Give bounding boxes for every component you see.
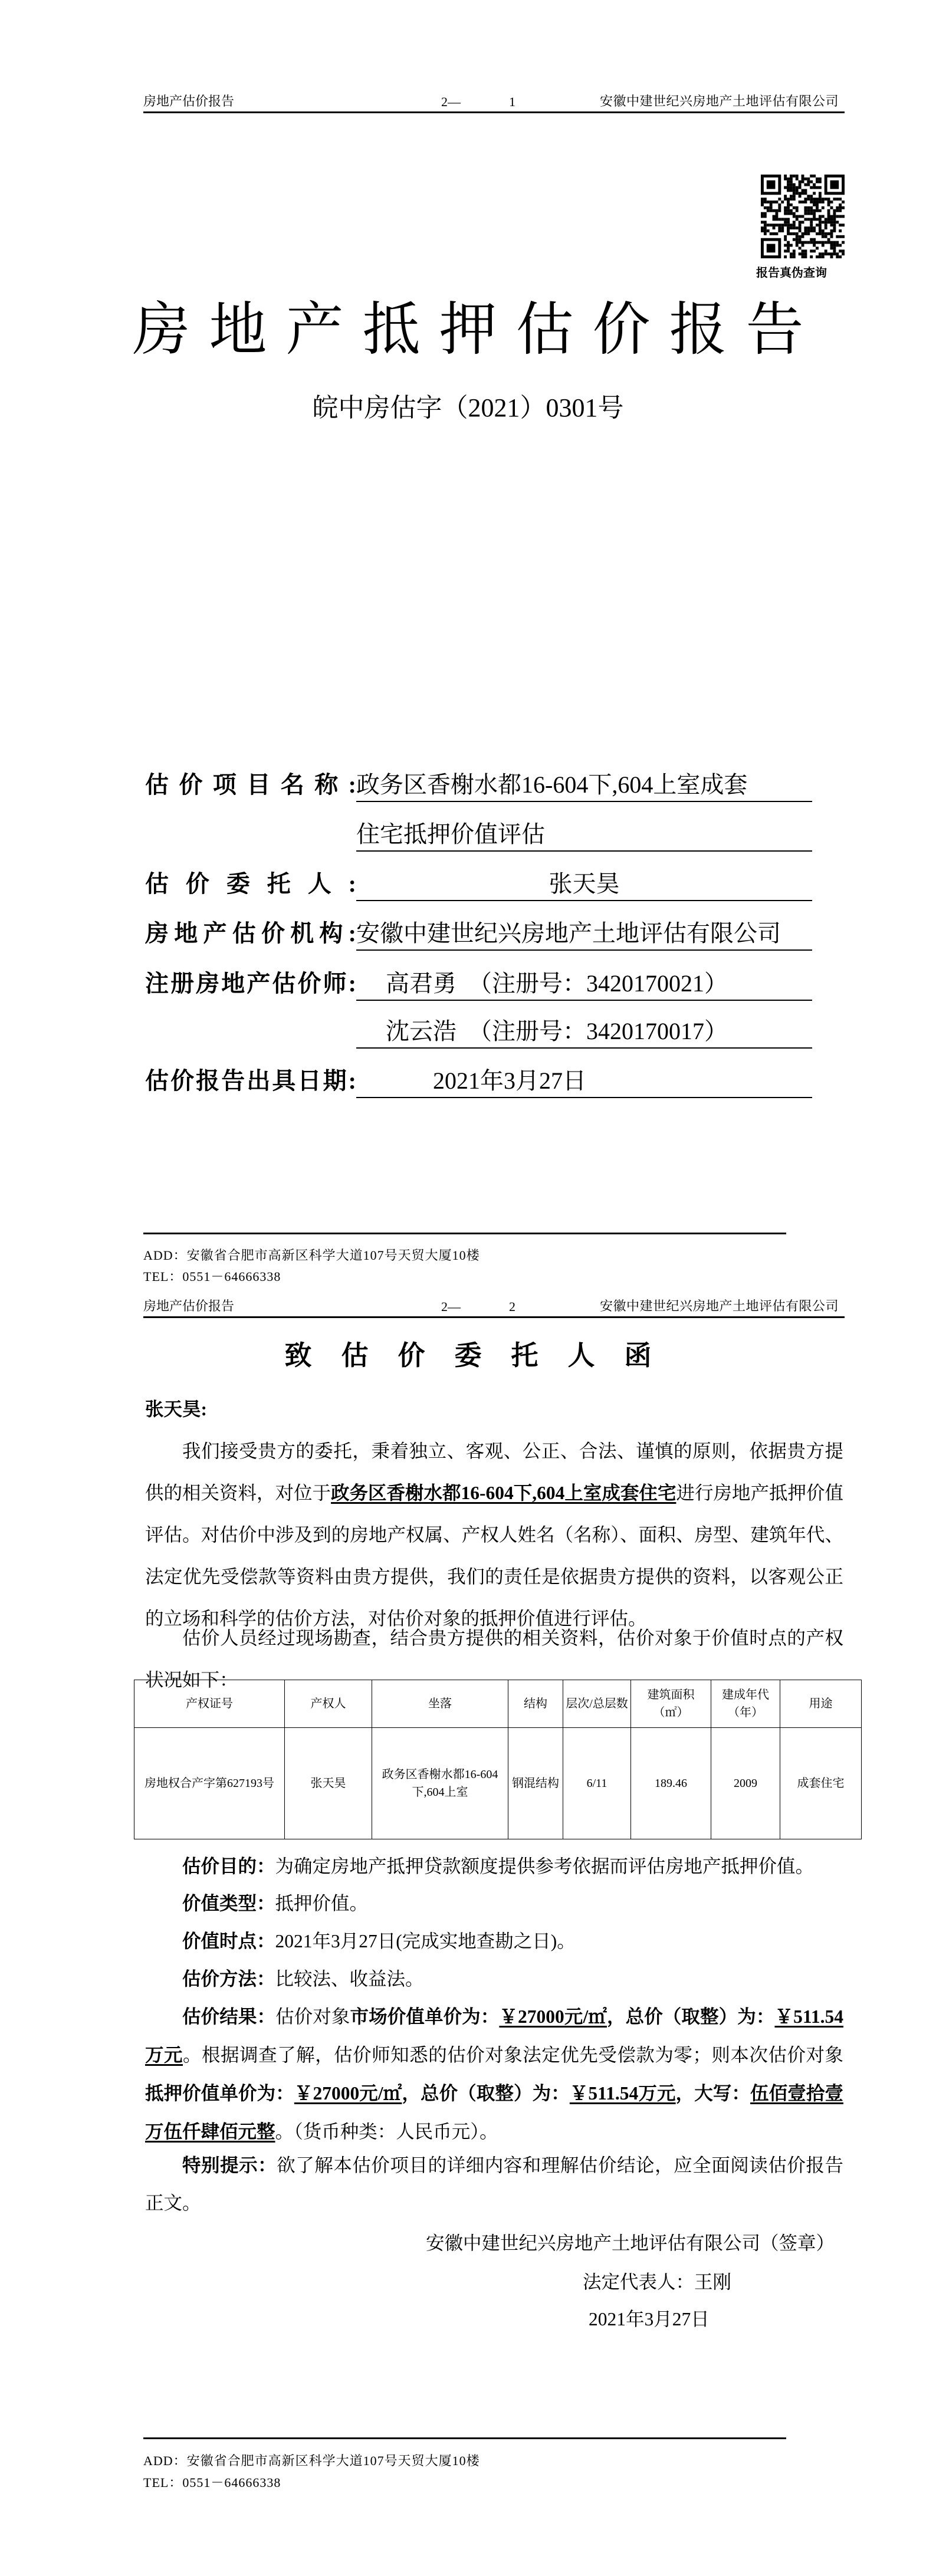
label: 估价目的： xyxy=(182,1856,275,1877)
label: 价值类型： xyxy=(182,1893,275,1914)
value: 抵押价值。 xyxy=(275,1893,369,1914)
market-unit-price: ￥27000元/㎡ xyxy=(499,2006,607,2027)
letter-title: 致估价委托人函 xyxy=(284,1340,681,1371)
header-page-prefix: 2— xyxy=(441,1299,461,1314)
header-divider xyxy=(143,111,845,113)
footer-divider xyxy=(143,2437,786,2439)
header-divider xyxy=(143,1316,845,1318)
table-cell: 189.46 xyxy=(631,1728,711,1839)
field-client xyxy=(145,869,620,899)
table-header: 产权证号 xyxy=(134,1680,285,1728)
signature-company: 安徽中建世纪兴房地产土地评估有限公司（签章） xyxy=(426,2233,835,2253)
table-cell: 房地权合产字第627193号 xyxy=(134,1728,285,1839)
header-company: 安徽中建世纪兴房地产土地评估有限公司 xyxy=(599,94,839,109)
label: 特别提示： xyxy=(182,2155,277,2176)
footer-address: ADD：安徽省合肥市高新区科学大道107号天贸大厦10楼 xyxy=(143,2453,480,2468)
field-label: 注册房地产估价师: xyxy=(145,970,356,997)
salutation: 张天昊: xyxy=(145,1399,207,1420)
footer-phone: TEL：0551－64666338 xyxy=(143,1269,281,1284)
label: 价值时点： xyxy=(182,1931,275,1951)
notice-paragraph xyxy=(145,2147,843,2222)
paragraph-intro xyxy=(145,1430,843,1639)
field-value: 住宅抵押价值评估 xyxy=(356,820,812,852)
text: 欲了解本估价项目的详细内容和理解估价结论，应全面阅读估价报告正文。 xyxy=(145,2155,843,2213)
table-header: 坐落 xyxy=(372,1680,508,1728)
value: 比较法、收益法。 xyxy=(275,1969,424,1989)
table-header: 建筑面积（㎡） xyxy=(631,1680,711,1728)
result-paragraph xyxy=(145,1997,843,2151)
field-label: 房地产估价机构: xyxy=(145,920,356,947)
field-agency xyxy=(145,919,781,948)
table-cell: 2009 xyxy=(711,1728,780,1839)
value: 2021年3月27日(完成实地查勘之日)。 xyxy=(275,1931,576,1951)
market-total-price: ￥511.54万元 xyxy=(145,2006,843,2065)
text: ，总价（取整）为： xyxy=(606,2006,775,2027)
method-line xyxy=(182,1967,424,1991)
qr-code-icon[interactable] xyxy=(761,175,845,258)
legal-representative: 法定代表人：王刚 xyxy=(583,2272,732,2292)
property-table xyxy=(134,1680,862,1839)
header-page-prefix: 2— xyxy=(441,94,461,109)
text: 我们接受贵方的委托，秉着独立、客观、公正、合法、谨慎的原则，依据贵方提供的相关资料，对位于 xyxy=(145,1441,843,1503)
property-address: 政务区香榭水都16-604下,604上室成套住宅 xyxy=(331,1483,676,1503)
table-cell: 成套住宅 xyxy=(780,1728,862,1839)
table-cell: 钢混结构 xyxy=(508,1728,563,1839)
table-header-row xyxy=(134,1680,862,1728)
text: 。根据调查了解，估价师知悉的估价对象法定优先受偿款为零；则本次估价对象 xyxy=(183,2045,843,2065)
text: 市场价值单价为： xyxy=(350,2006,500,2027)
table-header: 结构 xyxy=(508,1680,563,1728)
field-value: 张天昊 xyxy=(356,869,812,901)
footer-address: ADD：安徽省合肥市高新区科学大道107号天贸大厦10楼 xyxy=(143,1248,480,1263)
header-page-number: 2 xyxy=(509,1299,515,1314)
field-value: 高君勇 （注册号：3420170021） xyxy=(356,969,812,1001)
table-header: 建成年代（年） xyxy=(711,1680,780,1728)
field-label: 估价项目名称: xyxy=(145,771,356,798)
mortgage-unit-price: ￥27000元/㎡ xyxy=(294,2083,402,2104)
field-date xyxy=(145,1066,586,1096)
page-header xyxy=(143,1294,845,1318)
field-value: 2021年3月27日 xyxy=(356,1066,812,1098)
mortgage-total-price: ￥511.54万元 xyxy=(569,2083,676,2104)
footer-divider xyxy=(143,1233,786,1234)
report-number: 皖中房估字（2021）0301号 xyxy=(312,393,624,422)
qr-label: 报告真伪查询 xyxy=(756,267,827,280)
field-value: 安徽中建世纪兴房地产土地评估有限公司 xyxy=(356,919,812,951)
field-value: 政务区香榭水都16-604下,604上室成套 xyxy=(356,770,812,802)
purpose-line xyxy=(182,1855,814,1878)
report-title: 房地产抵押估价报告 xyxy=(132,298,823,362)
header-doc-type: 房地产估价报告 xyxy=(143,94,235,109)
text: 。（货币种类：人民币元）。 xyxy=(275,2121,498,2142)
field-label: 估价委托人: xyxy=(145,870,356,897)
value-date-line xyxy=(182,1930,576,1953)
table-header: 产权人 xyxy=(285,1680,372,1728)
paragraph-survey: 估价人员经过现场勘查，结合贵方提供的相关资料，估价对象于价值时点的产权状况如下： xyxy=(145,1628,843,1690)
field-project-cont xyxy=(145,820,545,849)
table-cell: 6/11 xyxy=(563,1728,631,1839)
text: 估价对象 xyxy=(275,2006,350,2027)
text: 抵押价值单价为： xyxy=(145,2083,294,2104)
label: 估价方法： xyxy=(182,1969,275,1989)
header-company: 安徽中建世纪兴房地产土地评估有限公司 xyxy=(599,1299,839,1313)
header-page-number: 1 xyxy=(509,94,515,109)
mortgage-total-words: 伍佰壹拾壹万伍仟肆佰元整 xyxy=(145,2083,843,2142)
table-cell: 张天昊 xyxy=(285,1728,372,1839)
signature-date: 2021年3月27日 xyxy=(589,2309,710,2329)
field-project xyxy=(145,770,748,800)
text: ，大写： xyxy=(675,2083,751,2104)
header-doc-type: 房地产估价报告 xyxy=(143,1299,235,1313)
field-appraiser xyxy=(145,969,728,998)
text: ，总价（取整）为： xyxy=(402,2083,570,2104)
value-type-line xyxy=(182,1892,368,1915)
page-header xyxy=(143,90,845,113)
footer-phone: TEL：0551－64666338 xyxy=(143,2475,281,2490)
table-row xyxy=(134,1728,862,1839)
field-value: 沈云浩 （注册号：3420170017） xyxy=(356,1017,812,1049)
table-cell: 政务区香榭水都16-604下,604上室 xyxy=(372,1728,508,1839)
table-header: 用途 xyxy=(780,1680,862,1728)
label: 估价结果： xyxy=(182,2006,276,2027)
value: 为确定房地产抵押贷款额度提供参考依据而评估房地产抵押价值。 xyxy=(275,1856,815,1877)
field-appraiser-2 xyxy=(145,1017,728,1046)
text: 进行房地产抵押价值评估。对估价中涉及到的房地产权属、产权人姓名（名称）、面积、房型、建筑年代、法定优先受偿款等资料由贵方提供，我们的责任是依据贵方提供的资料，以客观公正的立场和科学的估价方法，对估价对象的抵押价值进行评估。 xyxy=(145,1483,843,1629)
table-header: 层次/总层数 xyxy=(563,1680,631,1728)
field-label: 估价报告出具日期: xyxy=(145,1067,356,1094)
